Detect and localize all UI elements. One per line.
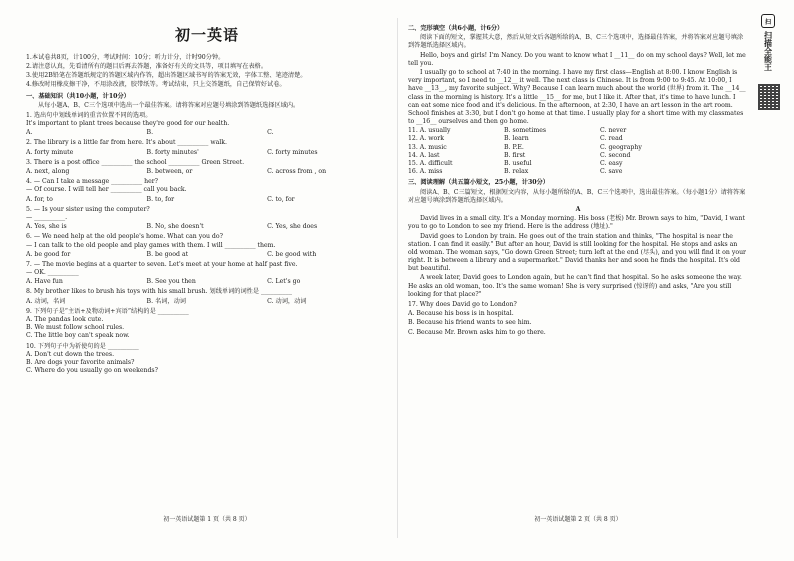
page-footer-right: 初一英语试题第 2 页（共 8 页） — [534, 516, 622, 524]
question-2 — [26, 139, 388, 156]
q17-option-b: B. Because his friend wants to see him. — [408, 319, 532, 327]
cloze-option-row — [408, 168, 748, 176]
option-c: C. across from , on — [267, 168, 327, 176]
cloze-option-c: C. second — [600, 151, 631, 159]
question-stem: 9. 下列句子是“主语+及物动词+宾语”结构的是 __________ — [26, 307, 189, 315]
question-extra: It's important to plant trees because they're good for our health. — [26, 120, 230, 128]
option-b: B. We must follow school rules. — [26, 324, 125, 332]
question-4 — [26, 178, 388, 204]
option-c: C. Where do you usually go on weekends? — [26, 367, 158, 375]
option-b: B. See you then — [146, 278, 196, 286]
cloze-option-b: B. useful — [504, 160, 532, 167]
option-b: B. to, for — [146, 195, 175, 203]
option-row — [26, 298, 388, 306]
note-1: 1.本试卷共8页，计100分，考试时间：10分；听力计分，计时90分钟。 — [26, 53, 225, 61]
option-a: A. be good for — [26, 250, 71, 258]
cloze-option-c: C. read — [600, 135, 623, 143]
cloze-option-row — [408, 144, 748, 152]
question-stem: 3. There is a post office __________ the school __________ Green Street. — [26, 158, 245, 166]
question-stem: 2. The library is a little far from here. It's about __________ walk. — [26, 139, 227, 147]
option-a: A. forty minute — [26, 148, 74, 156]
cloze-option-c: C. never — [600, 127, 627, 135]
question-stem: 4. — Can I take a message __________ her? — [26, 178, 159, 186]
option-a: A. Don't cut down the trees. — [26, 350, 115, 358]
question-extra: — __________. — [26, 213, 68, 221]
page-footer-left: 初一英语试题第 1 页（共 8 页） — [163, 516, 251, 524]
question-17: 17. Why does David go to London? — [408, 301, 517, 308]
question-stem: 6. — We need help at the old people's home. What can you do? — [26, 233, 223, 241]
option-a: A. for, to — [26, 195, 53, 203]
option-c: C. 动词，动词 — [267, 297, 307, 305]
cloze-option-b: B. P.E. — [504, 143, 524, 151]
option-row — [26, 149, 388, 157]
page-divider — [397, 18, 398, 538]
passage-para-1: David lives in a small city. It's a Monday morning. His boss (老板) Mr. Brown says to him, "David, I want you to go to London to see my friend. Here is the address (地址)." — [408, 215, 745, 231]
qr-code-icon — [758, 84, 780, 110]
cloze-option-row — [408, 127, 748, 135]
option-a: A. next, along — [26, 168, 70, 176]
cloze-option-c: C. geography — [600, 143, 642, 151]
question-stem: 1. 选出句中划线单词的重音位置不同的选项。 — [26, 111, 152, 119]
option-c: C. to, for — [267, 195, 295, 203]
cloze-option-b: B. learn — [504, 135, 529, 143]
cloze-para-2: I usually go to school at 7:40 in the morning. I have my first class—English at 8:00. I know English is very important, so I need to __12__ it well. The next class is Chinese. It is from 9:00 to 9:45. At 10:00, I have __13__, my favorite subject. Why? Because I can learn much about the world (世界) from it. The __14__ class in the morning is history. It's a little __15__ for me, but I like it. After that, it's time to have lunch. I can eat some nice food and it's delicious. In the afternoon, at 2:30, I have an art lesson in the art room. School finishes at 3:30, but I don't go home at that time. I usually play for a short time with my classmates to __16__ ourselves and then go home. — [408, 68, 746, 126]
option-c: C. Yes, she does — [267, 223, 318, 231]
question-3 — [26, 159, 388, 176]
option-c: C. The little boy can't speak now. — [26, 332, 130, 340]
question-extra: — I can talk to the old people and play games with them. I will __________ them. — [26, 241, 276, 249]
brand-text: 扫描全能王 — [763, 31, 773, 71]
option-row — [26, 223, 388, 231]
cloze-options — [408, 127, 748, 176]
question-stem: 7. — The movie begins at a quarter to seven. Let's meet at your home at half past five. — [26, 260, 298, 268]
q17-option-c: C. Because Mr. Brown asks him to go there. — [408, 328, 546, 336]
option-row — [26, 196, 388, 204]
page-left — [26, 22, 388, 542]
section-2-title: 二、完形填空（共6小题，计6分） — [408, 25, 504, 32]
option-b: B. No, she doesn't — [146, 223, 204, 231]
question-extra: — OK. __________ — [26, 269, 79, 277]
option-c: C. — [267, 129, 274, 137]
section-1-title: 一、基础知识（共10小题，计10分） — [26, 92, 130, 100]
cloze-option-b: B. relax — [504, 168, 529, 176]
cloze-option-row — [408, 152, 748, 160]
option-b: B. be good at — [146, 250, 189, 258]
option-row — [26, 168, 388, 176]
cloze-para-1: Hello, boys and girls! I'm Nancy. Do you want to know what I __11__ do on my school days? Well, let me tell you. — [408, 51, 746, 67]
option-a: A. The pandas look cute. — [26, 316, 104, 324]
cloze-option-c: C. save — [600, 168, 623, 176]
question-stem: 10. 下列句子中为祈使句的是 __________ — [26, 342, 139, 350]
cloze-option-row — [408, 160, 748, 168]
question-9 — [26, 308, 388, 341]
option-a: A. Yes, she is — [26, 223, 67, 231]
cloze-option-a: 16. A. miss — [408, 168, 443, 176]
option-a: A. 动词，名词 — [26, 297, 66, 305]
question-8 — [26, 288, 388, 305]
cloze-option-a: 13. A. music — [408, 143, 447, 151]
section-2-desc: 阅读下面的短文，掌握其大意，然后从短文后各题所给的A、B、C三个选项中，选择最佳答案，并将答案对应题号填涂到答题纸选择区域内。 — [408, 34, 744, 50]
passage-para-2: David goes to London by train. He goes out of the train station and thinks, "The hospital is near the station. I can find it easily." But after an hour, David is still looking for the hospital. He stops and asks an old woman. The woman says, "Go down Green Street; turn left at the end (尽头), and you will find it on your right. It is between a library and a supermarket." David thanks her and soon he finds the hospital. It's old but beautiful. — [408, 232, 747, 273]
option-b: B. — [146, 129, 154, 137]
question-stem: 8. My brother likes to brush his toys with his small brush. 划线单词的词性是 __________ — [26, 288, 292, 296]
option-b: B. forty minutes' — [146, 148, 199, 156]
option-b: B. 名词，动词 — [146, 297, 186, 305]
cs-logo-icon: 扫 — [761, 14, 775, 28]
exam-title: 初一英语 — [174, 26, 239, 44]
option-row — [26, 129, 388, 137]
page-right — [408, 22, 748, 542]
option-a: A. — [26, 129, 33, 137]
question-6 — [26, 233, 388, 259]
note-3: 3.使用2B铅笔在答题纸规定的答题区域内作答，超出答题区域书写的答案无效，字体工整、笔迹清楚。 — [26, 72, 307, 80]
cloze-option-a: 14. A. last — [408, 151, 440, 159]
question-5 — [26, 206, 388, 232]
section-1-desc: 从每小题A、B、C三个选项中选出一个最佳答案。请将答案对应题号填涂到答题纸选择区域内。 — [38, 101, 300, 109]
question-stem: 5. — Is your sister using the computer? — [26, 205, 150, 213]
cloze-option-a: 15. A. difficult — [408, 160, 453, 167]
note-4: 4.修改时用橡皮擦干净，不用涂改液，胶带纸等。考试结束，只上交答题纸，自己保管好试卷。 — [26, 81, 286, 89]
option-row — [26, 278, 388, 286]
question-list — [26, 112, 388, 375]
q17-option-a: A. Because his boss is in hospital. — [408, 310, 514, 318]
option-b: B. Are dogs your favorite animals? — [26, 358, 135, 366]
note-2: 2.请注意认真，先看清所有的题目后再去答题，准备好有关的文具等，项目填写在表格。 — [26, 62, 268, 70]
cloze-option-c: C. easy — [600, 160, 623, 167]
cloze-option-b: B. sometimes — [504, 127, 547, 135]
option-row — [26, 251, 388, 259]
option-b: B. between, or — [146, 168, 193, 176]
cloze-option-b: B. first — [504, 151, 526, 159]
option-c: C. be good with — [267, 250, 317, 258]
question-10 — [26, 343, 388, 376]
question-7 — [26, 261, 388, 287]
question-1 — [26, 112, 388, 138]
option-a: A. Have fun — [26, 278, 63, 286]
cloze-option-a: 11. A. usually — [408, 127, 451, 135]
passage-label: A — [575, 205, 581, 213]
cloze-option-a: 12. A. work — [408, 135, 444, 143]
scanner-branding — [756, 14, 780, 134]
question-extra: — Of course. I will tell her __________ call you back. — [26, 186, 187, 194]
cloze-option-row — [408, 135, 748, 143]
section-3-desc: 阅读A、B、C三篇短文，根据短文内容，从每小题所给的A、B、C三个选项中，选出最佳答案。（每小题1分）请将答案对应题号填涂到答题纸选择区域内。 — [408, 188, 746, 204]
option-c: C. forty minutes — [267, 148, 318, 156]
option-c: C. Let's go — [267, 278, 301, 286]
section-3-title: 三、阅读理解（共五篇小短文，25小题，计30分） — [408, 179, 549, 187]
passage-para-3: A week later, David goes to London again, but he can't find that hospital. So he asks someone the way. He asks an old woman, too. It's the same woman! She is very surprised (惊讶的) and asks, "Are you still looking for that place?" — [408, 274, 742, 298]
